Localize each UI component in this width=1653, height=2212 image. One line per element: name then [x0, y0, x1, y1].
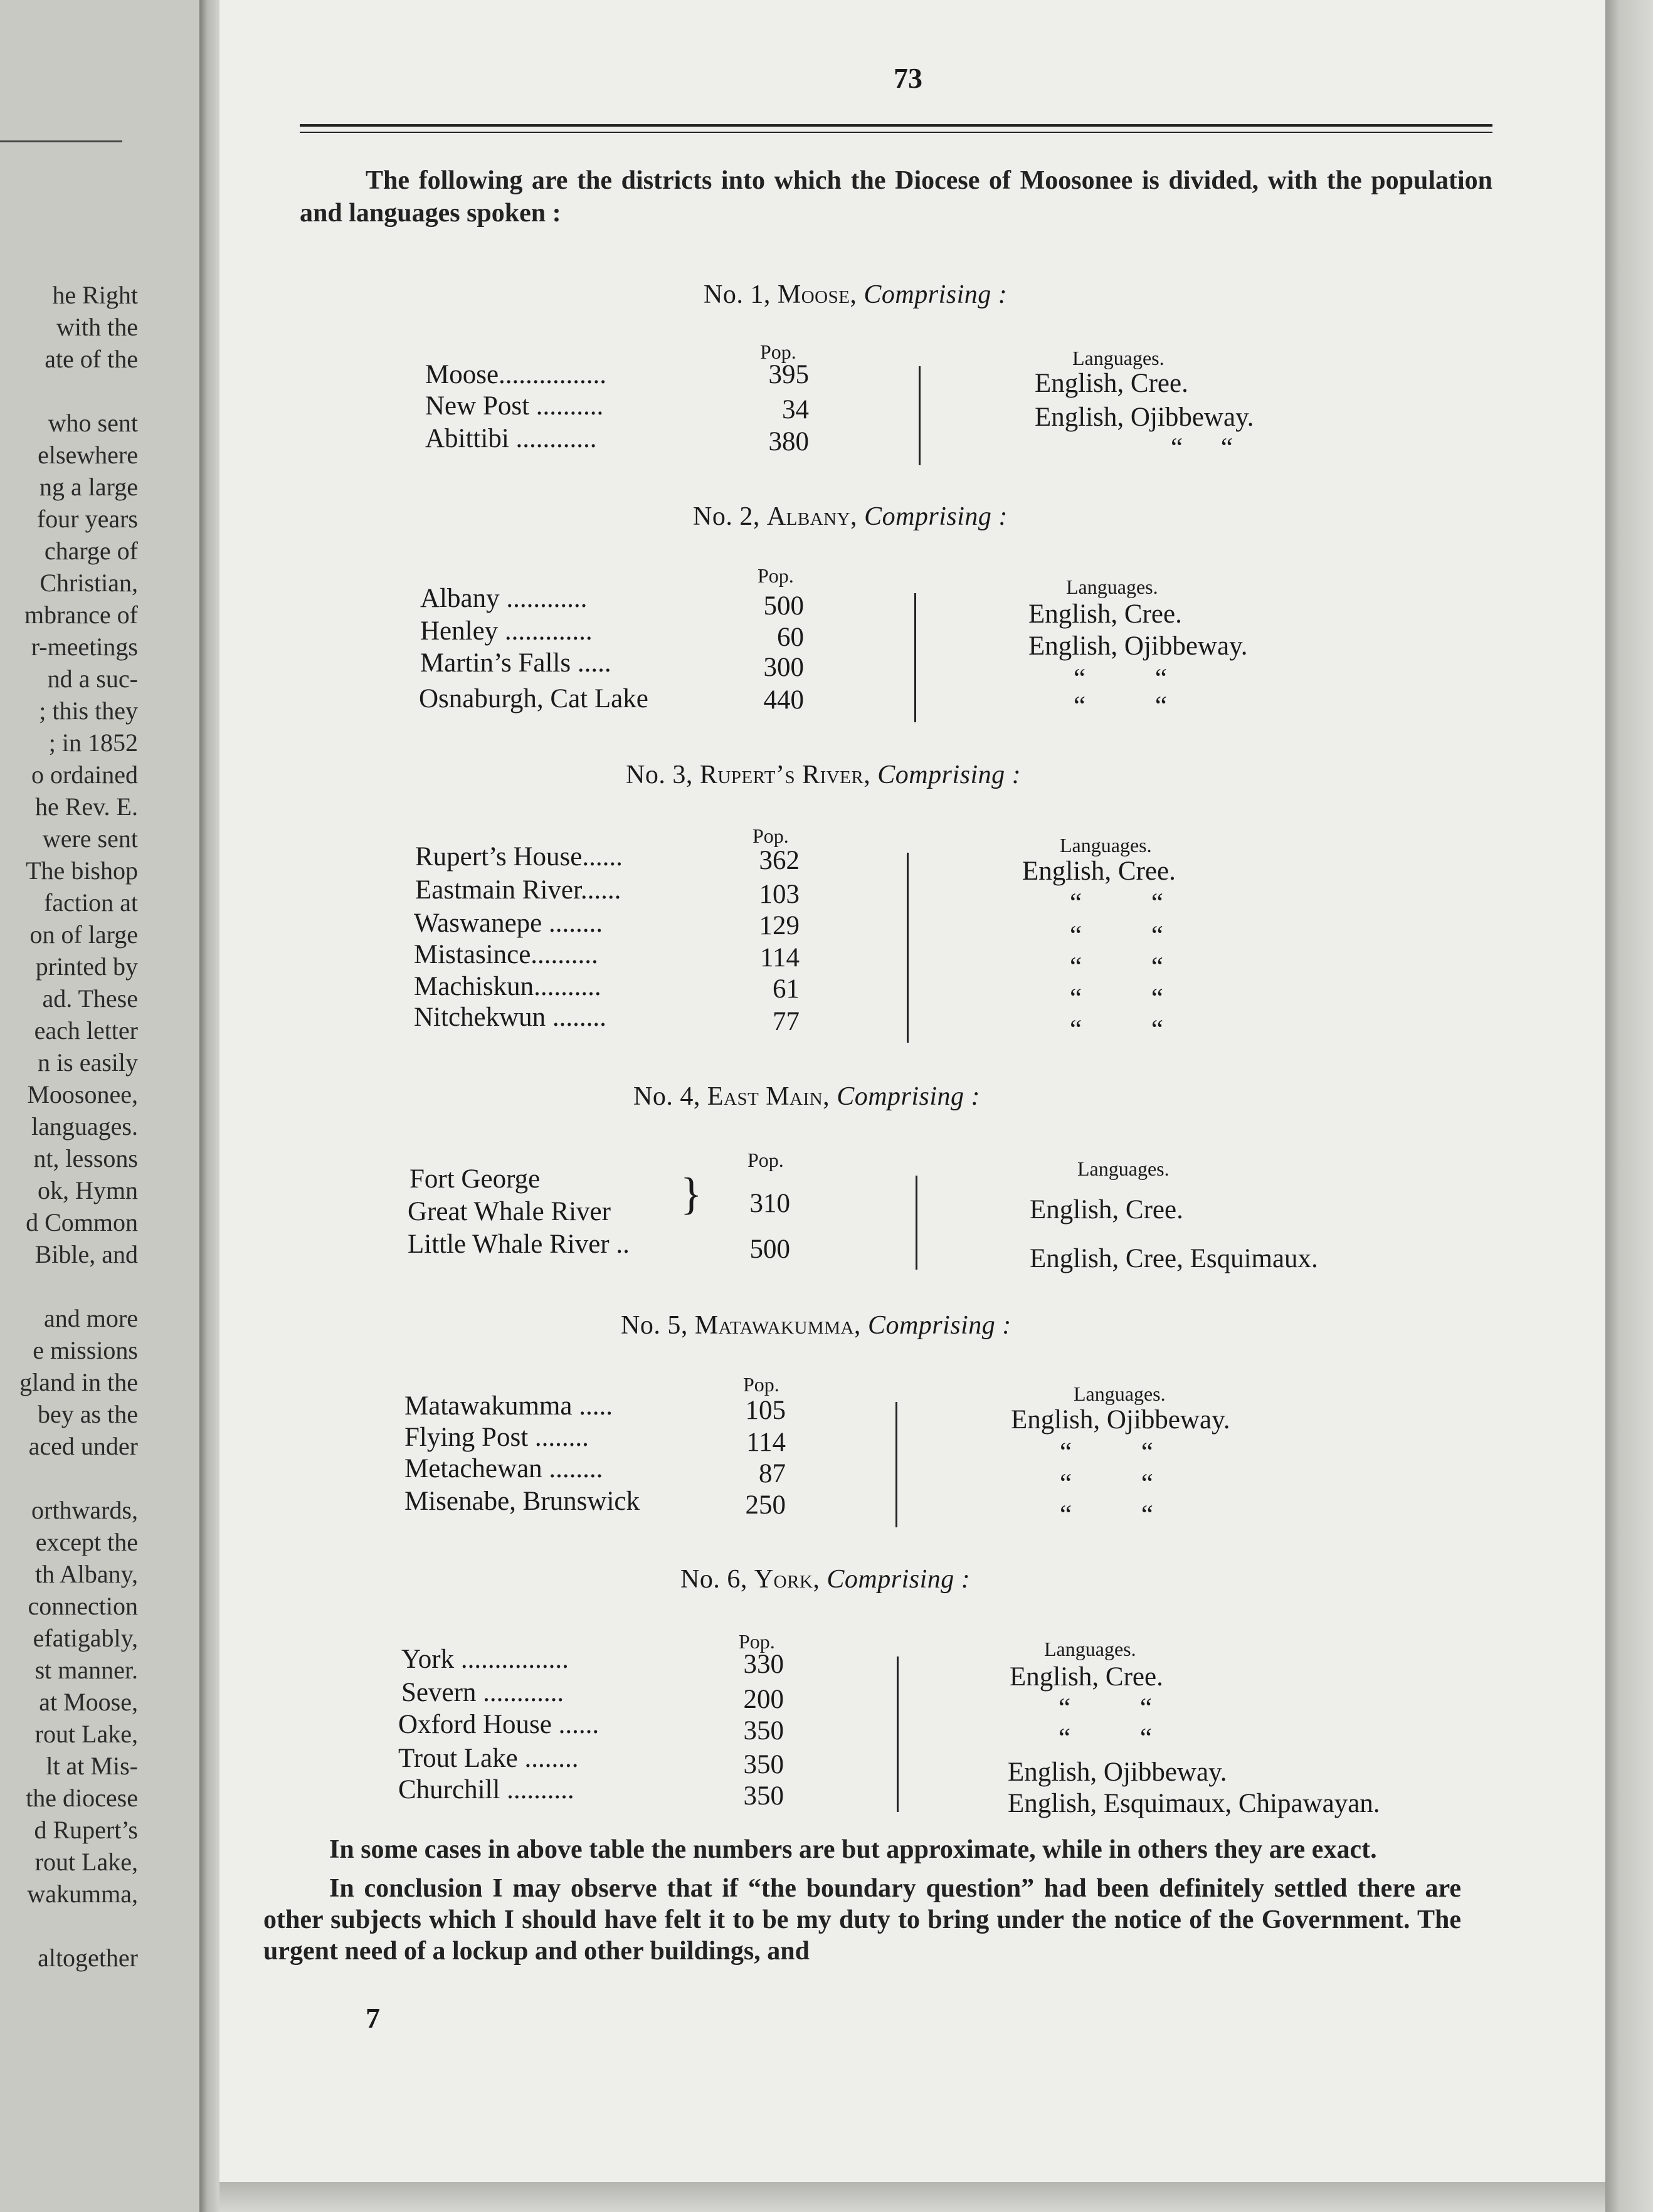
intro-paragraph — [300, 164, 1492, 229]
population: 310 — [749, 1189, 790, 1218]
closing-paragraph: In conclusion I may observe that if “the boundary question” had been definitely settled there are other subjects which I should have felt it to be my duty to bring under the notice of the Government. The urgent need of a lockup and other buildings, and — [263, 1874, 1461, 1966]
place-name: Misenabe, Brunswick — [404, 1487, 640, 1516]
ditto-marks: “ “ — [1171, 433, 1233, 463]
ditto-marks: “ “ — [1070, 1015, 1163, 1045]
place-name: Abittibi ............ — [425, 424, 597, 453]
population: 395 — [768, 360, 809, 389]
place-name: Mistasince.......... — [414, 940, 598, 969]
population: 87 — [759, 1459, 786, 1488]
facing-page-fragment: d Rupert’s — [34, 1816, 138, 1844]
district-comprising: Comprising : — [867, 1311, 1011, 1340]
ditto-marks: “ “ — [1059, 1724, 1152, 1753]
facing-page-fragment: elsewhere — [38, 441, 138, 469]
district-name: Rupert’s River, — [699, 761, 871, 789]
facing-page-fragment: mbrance of — [24, 601, 138, 629]
facing-page-fragment: faction at — [44, 888, 138, 917]
column-divider — [895, 1402, 897, 1527]
population: 200 — [743, 1685, 784, 1714]
languages: English, Cree. — [1035, 369, 1188, 398]
district-title — [621, 1310, 1011, 1340]
facing-page-fragment: orthwards, — [31, 1496, 138, 1524]
district-comprising: Comprising : — [864, 502, 1008, 531]
district-comprising: Comprising : — [826, 1565, 971, 1594]
facing-page-fragment: ad. These — [42, 984, 138, 1013]
facing-page-fragment: at Moose, — [39, 1688, 138, 1716]
languages-header: Languages. — [1077, 1157, 1170, 1180]
place-name: Trout Lake ........ — [398, 1744, 579, 1773]
column-divider — [916, 1176, 917, 1270]
facing-page-fragment: rout Lake, — [34, 1720, 138, 1748]
brace-mark: } — [680, 1169, 702, 1219]
district-number: No. 3, — [626, 761, 693, 789]
place-name: Oxford House ...... — [398, 1710, 599, 1739]
languages: English, Ojibbeway. — [1035, 403, 1254, 432]
facing-page-fragment: n is easily — [38, 1048, 138, 1077]
district-comprising: Comprising : — [837, 1082, 981, 1111]
population: 114 — [760, 943, 800, 972]
place-name: Churchill .......... — [398, 1775, 574, 1804]
facing-page-fragment: four years — [36, 505, 138, 533]
district-name: Albany, — [766, 502, 858, 531]
pop-header: Pop. — [758, 564, 794, 587]
district-title — [626, 760, 1021, 790]
ditto-marks: “ “ — [1070, 921, 1163, 951]
facing-page-fragment: and more — [44, 1304, 138, 1332]
facing-page-fragment: altogether — [38, 1944, 138, 1972]
languages: English, Ojibbeway. — [1008, 1757, 1227, 1787]
facing-page-fragment: aced under — [28, 1432, 138, 1460]
facing-page-fragment: Christian, — [40, 569, 138, 597]
pop-header: Pop. — [760, 340, 796, 363]
languages: English, Cree. — [1030, 1195, 1183, 1224]
facing-page-fragment: each letter — [34, 1016, 138, 1045]
population: 34 — [782, 395, 809, 424]
ditto-marks: “ “ — [1060, 1500, 1153, 1530]
pop-header: Pop. — [753, 824, 789, 847]
closing-paragraph: In some cases in above table the numbers are but approximate, while in others they are exact. — [329, 1835, 1377, 1864]
place-name: Little Whale River .. — [408, 1230, 630, 1259]
facing-page-fragment: were sent — [42, 824, 138, 853]
population: 103 — [759, 880, 800, 909]
facing-page-fragment: rout Lake, — [34, 1848, 138, 1876]
languages-header: Languages. — [1044, 1638, 1136, 1660]
place-name: Severn ............ — [401, 1678, 564, 1707]
facing-page-fragment: bey as the — [38, 1400, 138, 1428]
facing-page-rule — [0, 140, 122, 142]
ditto-marks: “ “ — [1070, 984, 1163, 1013]
population: 250 — [745, 1490, 786, 1520]
facing-page-fragment: nt, lessons — [33, 1144, 138, 1172]
district-number: No. 2, — [693, 502, 760, 531]
header-rule-top — [300, 124, 1492, 127]
district-name: East Main, — [707, 1082, 830, 1111]
languages: English, Ojibbeway. — [1011, 1405, 1230, 1435]
place-name: Eastmain River...... — [415, 875, 621, 905]
population: 105 — [745, 1396, 786, 1425]
district-title — [693, 502, 1008, 532]
place-name: Albany ............ — [420, 584, 588, 613]
place-name: New Post .......... — [425, 391, 604, 421]
place-name: Machiskun.......... — [414, 972, 601, 1001]
facing-page-fragment: o ordained — [31, 761, 138, 789]
facing-page-fragment: The bishop — [26, 856, 138, 885]
facing-page-fragment: e missions — [33, 1336, 138, 1364]
facing-page-fragment: d Common — [26, 1208, 138, 1236]
column-divider — [907, 853, 909, 1043]
facing-page-fragment: he Right — [52, 281, 138, 309]
district-number: No. 5, — [621, 1311, 688, 1340]
facing-page-fragment: ng a large — [40, 473, 138, 501]
population: 300 — [763, 653, 804, 682]
signature-mark: 7 — [366, 2002, 380, 2034]
facing-page-fragment: ate of the — [45, 345, 138, 373]
facing-page-fragment: on of large — [29, 920, 138, 949]
place-name: Great Whale River — [408, 1197, 611, 1226]
place-name: Martin’s Falls ..... — [420, 648, 611, 678]
population: 114 — [746, 1428, 786, 1457]
place-name: Moose................ — [425, 360, 607, 389]
place-name: Henley ............. — [420, 616, 593, 646]
facing-page-fragment: Moosonee, — [27, 1080, 138, 1109]
population: 77 — [773, 1007, 800, 1036]
place-name: Flying Post ........ — [404, 1423, 589, 1452]
district-comprising: Comprising : — [877, 761, 1022, 789]
ditto-marks: “ “ — [1070, 888, 1163, 918]
district-title — [633, 1082, 980, 1112]
page-edge-shadow — [1605, 0, 1653, 2212]
place-name: Metachewan ........ — [404, 1454, 603, 1483]
district-name: York, — [754, 1565, 820, 1594]
facing-page-fragment: who sent — [48, 409, 138, 437]
district-title — [680, 1564, 970, 1594]
district-title — [704, 280, 1007, 310]
district-name: Matawakumma, — [694, 1311, 861, 1340]
languages-header: Languages. — [1066, 576, 1158, 598]
page-bottom-shadow — [219, 2182, 1605, 2212]
district-number: No. 4, — [633, 1082, 700, 1111]
facing-page-fragment: printed by — [35, 952, 138, 981]
place-name: Osnaburgh, Cat Lake — [419, 684, 648, 714]
pop-header: Pop. — [743, 1373, 779, 1396]
facing-page-fragment: he Rev. E. — [34, 793, 138, 821]
languages: English, Esquimaux, Chipawayan. — [1008, 1789, 1380, 1818]
district-name: Moose, — [777, 280, 857, 309]
ditto-marks: “ “ — [1070, 952, 1163, 982]
languages: English, Cree, Esquimaux. — [1030, 1244, 1318, 1273]
facing-page-fragment: ; this they — [39, 697, 138, 725]
facing-page-fragment: nd a suc- — [47, 665, 138, 693]
facing-page-fragment: gland in the — [19, 1368, 138, 1396]
district-number: No. 1, — [704, 280, 771, 309]
place-name: Rupert’s House...... — [415, 842, 623, 872]
facing-page-fragment: st manner. — [34, 1656, 138, 1684]
closing-paragraphs — [263, 1834, 1461, 1974]
page-number: 73 — [894, 62, 922, 94]
ditto-marks: “ “ — [1074, 692, 1167, 721]
ditto-marks: “ “ — [1060, 1438, 1153, 1467]
population: 500 — [749, 1235, 790, 1264]
languages: English, Ojibbeway. — [1028, 631, 1248, 661]
facing-page-fragment: Bible, and — [34, 1240, 138, 1268]
languages: English, Cree. — [1022, 856, 1176, 886]
facing-page-fragment: th Albany, — [34, 1560, 138, 1588]
place-name: Waswanepe ........ — [414, 908, 603, 938]
population: 440 — [763, 685, 804, 715]
population: 61 — [773, 974, 800, 1004]
place-name: Fort George — [409, 1164, 541, 1194]
population: 362 — [759, 846, 800, 875]
column-divider — [914, 593, 916, 722]
facing-page-fragment: except the — [35, 1528, 138, 1556]
facing-page-fragment: ok, Hymn — [38, 1176, 138, 1204]
facing-page-fragment: r-meetings — [31, 633, 138, 661]
ditto-marks: “ “ — [1059, 1693, 1152, 1723]
column-divider — [897, 1656, 899, 1812]
facing-page-fragment: the diocese — [26, 1784, 138, 1812]
facing-page-fragment: lt at Mis- — [46, 1752, 138, 1780]
population: 380 — [768, 427, 809, 456]
pop-header: Pop. — [739, 1630, 775, 1653]
population: 350 — [743, 1781, 784, 1811]
district-comprising: Comprising : — [863, 280, 1008, 309]
facing-page-fragment: efatigably, — [33, 1624, 138, 1652]
header-rule-bottom — [300, 132, 1492, 133]
population: 129 — [759, 911, 800, 940]
facing-page-fragment: charge of — [44, 537, 138, 565]
population: 350 — [743, 1750, 784, 1779]
facing-page-fragment: connection — [28, 1592, 138, 1620]
population: 350 — [743, 1716, 784, 1746]
intro-text: The following are the districts into which the Diocese of Moosonee is divided, with the population and languages spoken : — [300, 166, 1492, 228]
languages-header: Languages. — [1072, 347, 1164, 369]
place-name: York ................ — [401, 1645, 569, 1674]
place-name: Matawakumma ..... — [404, 1391, 613, 1421]
languages-header: Languages. — [1060, 834, 1152, 856]
place-name: Nitchekwun ........ — [414, 1003, 606, 1032]
population: 330 — [743, 1650, 784, 1679]
facing-page-fragment: wakumma, — [27, 1880, 138, 1908]
column-divider — [919, 366, 921, 465]
district-number: No. 6, — [680, 1565, 747, 1594]
languages-header: Languages. — [1074, 1382, 1166, 1405]
book-gutter — [199, 0, 219, 2212]
facing-page-fragment: with the — [56, 313, 138, 341]
ditto-marks: “ “ — [1060, 1469, 1153, 1498]
languages: English, Cree. — [1010, 1662, 1163, 1692]
ditto-marks: “ “ — [1074, 664, 1167, 693]
languages: English, Cree. — [1028, 599, 1182, 629]
facing-page-fragment: languages. — [31, 1112, 138, 1140]
population: 500 — [763, 591, 804, 621]
pop-header: Pop. — [747, 1149, 784, 1171]
facing-page-fragment: ; in 1852 — [48, 729, 138, 757]
population: 60 — [777, 623, 804, 652]
facing-page-margin — [0, 0, 199, 2212]
